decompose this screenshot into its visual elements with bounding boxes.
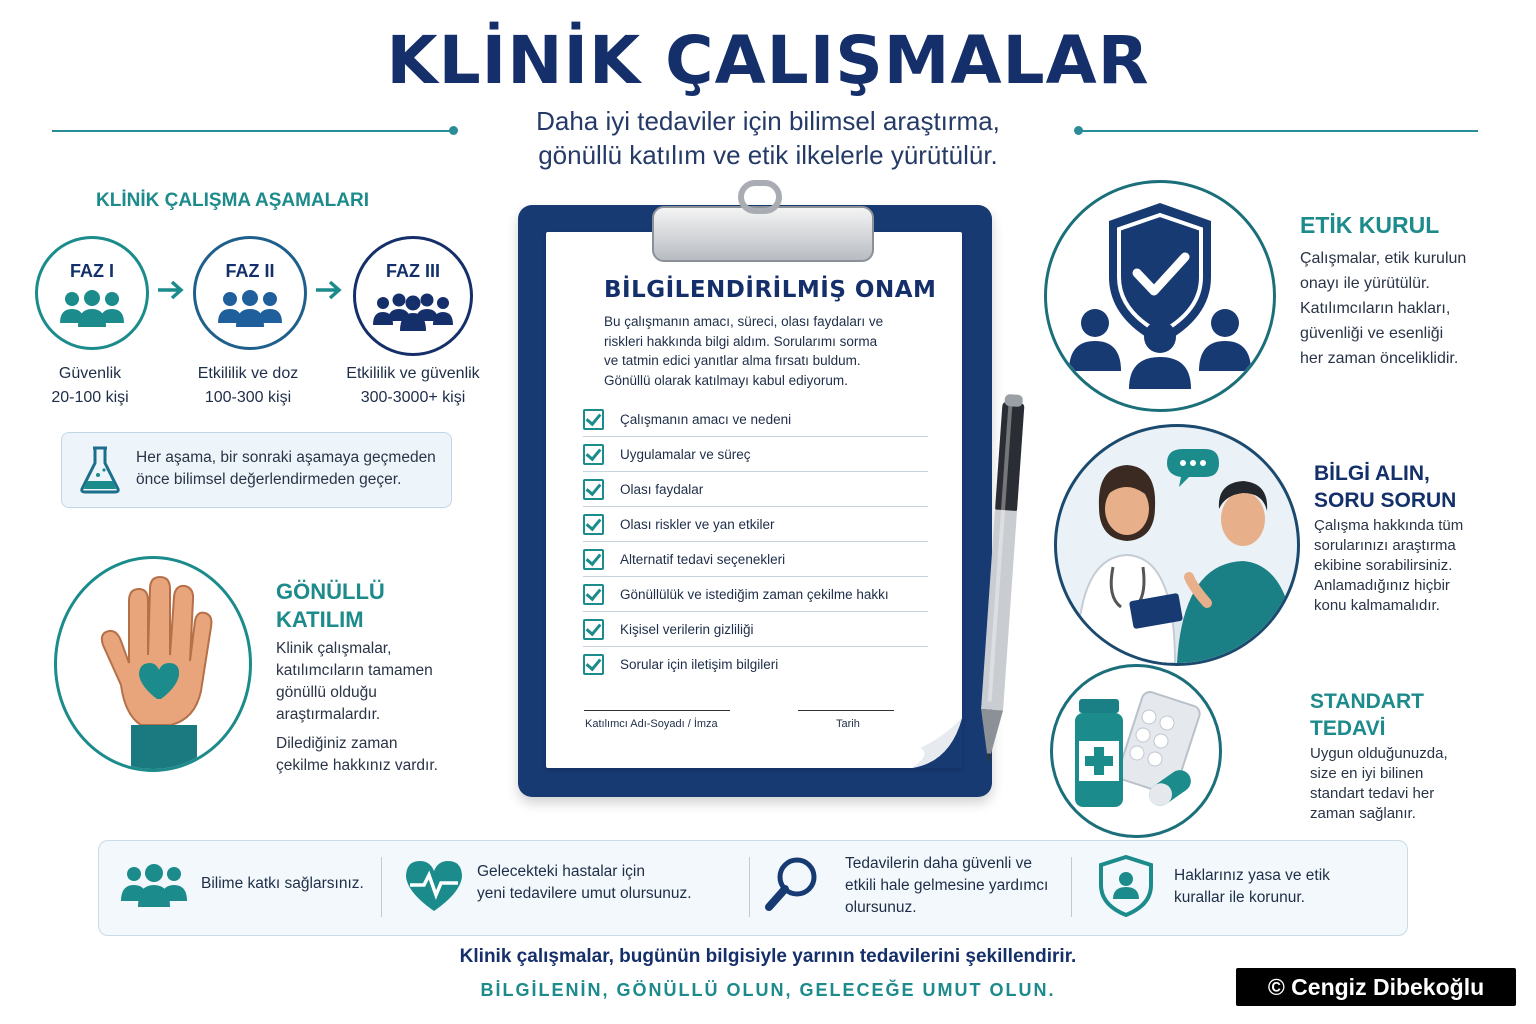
ask-image-circle — [1054, 424, 1300, 666]
check-icon[interactable] — [583, 549, 604, 570]
benefit-1-line1: Bilime katkı sağlarsınız. — [201, 875, 364, 892]
checklist-item-label: Uygulamalar ve süreç — [620, 446, 751, 462]
volunteer-text2-line: Dilediğiniz zaman — [276, 735, 398, 752]
consent-intro-line: Bu çalışmanın amacı, süreci, olası faydaları ve — [604, 314, 884, 329]
check-icon[interactable] — [583, 409, 604, 430]
phase-3-caption — [330, 362, 496, 410]
clipboard-clip — [652, 206, 874, 262]
checklist-item-label: Gönüllülük ve istediğim zaman çekilme hakkı — [620, 586, 889, 602]
check-icon[interactable] — [583, 514, 604, 535]
ethics-text-line: güvenliği ve esenliği — [1300, 325, 1444, 342]
people-icon — [216, 289, 284, 329]
checklist-item[interactable] — [583, 542, 928, 577]
phase-2-label: FAZ II — [225, 261, 275, 281]
standard-text-line: size en iyi bilinen — [1310, 765, 1424, 782]
benefit-1-text — [201, 873, 381, 895]
volunteer-image-circle — [54, 556, 252, 772]
heart-pulse-icon — [404, 859, 464, 913]
magnifier-icon — [765, 855, 821, 913]
benefit-3-line3: olursunuz. — [845, 899, 917, 916]
subtitle-line-1: Daha iyi tedaviler için bilimsel araştırma, — [536, 106, 1000, 136]
volunteer-text-line: gönüllü olduğu — [276, 684, 377, 701]
standard-image-circle — [1050, 664, 1222, 838]
people-icon — [373, 291, 453, 333]
volunteer-text2-line: çekilme hakkınız vardır. — [276, 757, 438, 774]
ask-text-line: ekibine sorabilirsiniz. — [1314, 557, 1453, 574]
phase-note-box — [61, 432, 452, 508]
consent-intro-line: riskleri hakkında bilgi aldım. Sorularımı sorma — [604, 333, 878, 349]
phase-1-circle — [35, 236, 149, 350]
ask-heading-line2: SORU SORUN — [1314, 489, 1457, 512]
phase-note-text — [136, 447, 446, 491]
checklist-item-label: Kişisel verilerin gizliliği — [620, 621, 754, 637]
benefit-divider — [381, 857, 382, 917]
phase-2-caption — [182, 362, 314, 410]
signature-line — [584, 710, 730, 711]
subtitle-line-2: gönüllü katılım ve etik ilkelerle yürütülür. — [538, 140, 998, 170]
phase-note-line1: Her aşama, bir sonraki aşamaya geçmeden — [136, 449, 436, 466]
benefit-3-line1: Tedavilerin daha güvenli ve — [845, 855, 1032, 872]
checklist-item[interactable] — [583, 612, 928, 647]
checklist-item[interactable] — [583, 402, 928, 437]
phases-heading: KLİNİK ÇALIŞMA AŞAMALARI — [96, 190, 370, 211]
ask-text — [1314, 516, 1514, 616]
volunteer-heading — [276, 578, 385, 634]
ethics-image-circle — [1044, 180, 1276, 412]
phase-1-caption — [30, 362, 150, 410]
checklist-item[interactable] — [583, 577, 928, 612]
volunteer-text-2 — [276, 733, 476, 777]
volunteer-text-line: araştırmalardır. — [276, 706, 381, 723]
check-icon[interactable] — [583, 444, 604, 465]
header-rule-left — [52, 130, 452, 132]
check-icon[interactable] — [583, 479, 604, 500]
checklist-item[interactable] — [583, 437, 928, 472]
volunteer-text-line: Klinik çalışmalar, — [276, 640, 392, 657]
benefit-4-line1: Haklarınız yasa ve etik — [1174, 867, 1330, 884]
standard-heading-line1: STANDART — [1310, 690, 1424, 713]
benefit-4-line2: kurallar ile korunur. — [1174, 889, 1305, 906]
ask-text-line: Anlamadığınız hiçbir — [1314, 577, 1450, 594]
phase-2-caption-line1: Etkililik ve doz — [197, 365, 299, 382]
checklist-item-label: Olası riskler ve yan etkiler — [620, 516, 775, 532]
phase-1-caption-line1: Güvenlik — [58, 365, 122, 382]
standard-heading-line2: TEDAVİ — [1310, 717, 1386, 740]
arrow-right-icon — [314, 279, 344, 301]
benefit-3-line2: etkili hale gelmesine yardımcı — [845, 877, 1049, 894]
signature-label: Katılımcı Adı-Soyadı / İmza — [585, 718, 718, 730]
checklist-item[interactable] — [583, 507, 928, 542]
checklist-item-label: Olası faydalar — [620, 481, 704, 497]
consent-title: BİLGİLENDİRİLMİŞ ONAM — [604, 277, 937, 303]
header-rule-left-dot — [449, 126, 458, 135]
footer-tagline: Klinik çalışmalar, bugünün bilgisiyle yarının tedavilerini şekillendirir. — [459, 946, 1077, 967]
ethics-heading: ETİK KURUL — [1300, 212, 1440, 238]
ethics-text-line: her zaman önceliklidir. — [1300, 350, 1459, 367]
phase-note-line2: önce bilimsel değerlendirmeden geçer. — [136, 471, 402, 488]
benefit-2-line1: Gelecekteki hastalar için — [477, 863, 645, 880]
standard-text-line: Uygun olduğunuzda, — [1310, 745, 1448, 762]
page-title: KLİNİK ÇALIŞMALAR — [386, 22, 1150, 99]
date-line — [798, 710, 894, 711]
footer-slogan: BİLGİLENİN, GÖNÜLLÜ OLUN, GELECEĞE UMUT OLUN. — [480, 980, 1056, 1000]
ethics-text — [1300, 246, 1500, 371]
phase-3-circle — [353, 236, 473, 356]
doctor-patient-illustration — [1057, 427, 1297, 663]
ethics-text-line: onayı ile yürütülür. — [1300, 275, 1430, 292]
benefit-2-line2: yeni tedavilere umut olursunuz. — [477, 885, 692, 902]
header-rule-right — [1080, 130, 1478, 132]
phase-1-label: FAZ I — [70, 261, 114, 281]
ethics-text-line: Katılımcıların hakları, — [1300, 300, 1451, 317]
check-icon[interactable] — [583, 654, 604, 675]
phase-2-circle — [193, 236, 307, 350]
checklist-item-label: Alternatif tedavi seçenekleri — [620, 551, 786, 567]
benefit-divider — [749, 857, 750, 917]
copyright-badge: © Cengiz Dibekoğlu — [1236, 968, 1516, 1006]
clipboard-clip-ring — [738, 180, 782, 214]
benefit-2-text — [477, 861, 727, 905]
ask-text-line: sorularınızı araştırma — [1314, 537, 1456, 554]
page-curl-icon — [912, 718, 962, 768]
standard-heading — [1310, 688, 1424, 742]
volunteer-text-line: katılımcıların tamamen — [276, 662, 433, 679]
checklist-item[interactable] — [583, 647, 928, 681]
volunteer-heading-line1: GÖNÜLLÜ — [276, 579, 385, 604]
checklist-item[interactable] — [583, 472, 928, 507]
phase-3-caption-line2: 300-3000+ kişi — [360, 389, 466, 406]
consent-checklist — [583, 402, 928, 681]
check-icon[interactable] — [583, 619, 604, 640]
people-icon — [58, 289, 126, 329]
phase-2-caption-line2: 100-300 kişi — [204, 389, 292, 406]
standard-text-line: standart tedavi her — [1310, 785, 1435, 802]
hand-heart-icon — [91, 575, 221, 772]
phase-3-label: FAZ III — [386, 261, 440, 281]
page-subtitle — [468, 104, 1068, 172]
benefit-divider — [1071, 857, 1072, 917]
people-icon — [121, 863, 187, 909]
consent-intro-line: ve tatmin edici yanıtlar alma fırsatı buldum. — [604, 353, 861, 368]
benefit-3-text — [845, 853, 1075, 919]
ask-heading-line1: BİLGİ ALIN, — [1314, 462, 1430, 485]
checklist-item-label: Çalışmanın amacı ve nedeni — [620, 411, 792, 427]
ethics-text-line: Çalışmalar, etik kurulun — [1300, 250, 1467, 267]
checklist-item-label: Sorular için iletişim bilgileri — [620, 656, 779, 672]
check-icon[interactable] — [583, 584, 604, 605]
consent-intro-line: Gönüllü olarak katılmayı kabul ediyorum. — [604, 372, 848, 388]
ask-heading — [1314, 460, 1456, 514]
phase-3-caption-line1: Etkililik ve güvenlik — [346, 365, 480, 382]
standard-text-line: zaman sağlanır. — [1310, 805, 1416, 822]
date-label: Tarih — [836, 718, 860, 730]
arrow-right-icon — [156, 279, 186, 301]
flask-icon — [78, 445, 122, 495]
shield-check-icon — [1065, 199, 1255, 389]
ask-text-line: Çalışma hakkında tüm — [1314, 517, 1464, 534]
benefits-bar — [98, 840, 1408, 936]
consent-paper — [546, 232, 962, 768]
benefit-4-text — [1174, 865, 1394, 909]
volunteer-heading-line2: KATILIM — [276, 607, 364, 632]
standard-text — [1310, 744, 1510, 824]
ask-text-line: konu kalmamalıdır. — [1314, 597, 1440, 614]
phase-1-caption-line2: 20-100 kişi — [51, 389, 129, 406]
header-rule-right-dot — [1074, 126, 1083, 135]
consent-intro — [604, 312, 944, 390]
volunteer-text — [276, 638, 476, 726]
shield-person-icon — [1099, 855, 1153, 917]
pen-icon — [970, 392, 1030, 772]
medicine-icon — [1067, 687, 1207, 817]
